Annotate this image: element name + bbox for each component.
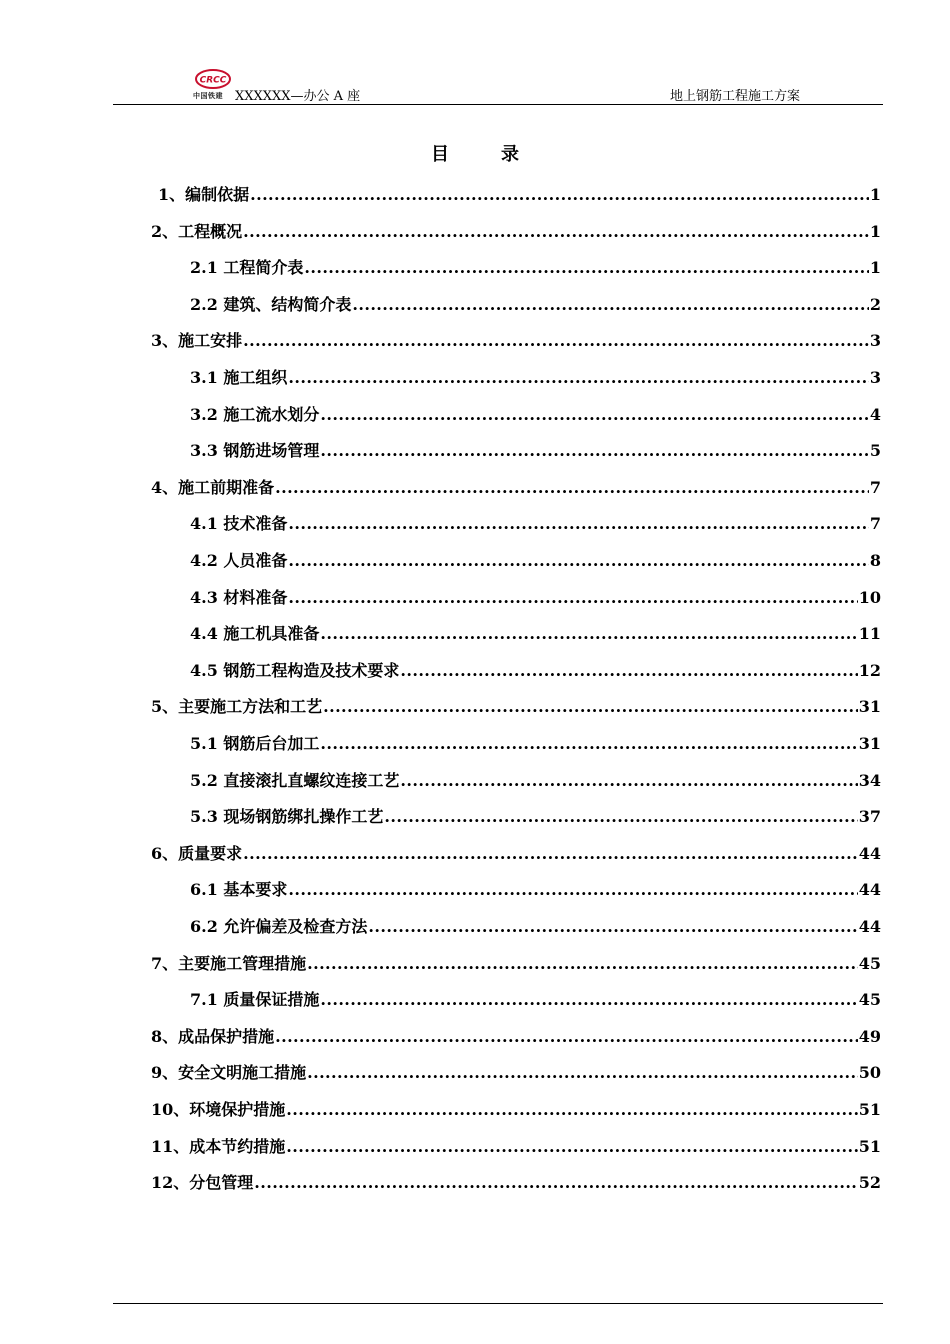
- toc-entry-page: 50: [858, 1063, 881, 1083]
- toc-entry-label: 11、成本节约措施: [151, 1136, 286, 1156]
- logo-mark-text: CRCC: [199, 75, 227, 86]
- toc-entry-page: 45: [858, 953, 881, 973]
- toc-entry[interactable]: [190, 548, 881, 572]
- toc-entry-label: 4.5 钢筋工程构造及技术要求: [190, 660, 400, 680]
- toc-entry-label: 5.3 现场钢筋绑扎操作工艺: [190, 807, 384, 827]
- toc-leader-dots: [323, 697, 858, 716]
- toc-entry-page: 31: [858, 697, 881, 717]
- toc-entry[interactable]: [190, 877, 881, 901]
- toc-entry-label: 3.1 施工组织: [190, 368, 288, 387]
- toc-entry[interactable]: [151, 1024, 881, 1048]
- toc-leader-dots: [288, 514, 868, 533]
- toc-entry-label: 6、质量要求: [151, 843, 243, 863]
- toc-entry[interactable]: [151, 1060, 881, 1084]
- toc-entry-page: 44: [858, 880, 881, 900]
- toc-entry-label: 3.3 钢筋进场管理: [190, 441, 320, 461]
- toc-entry-page: 49: [858, 1026, 881, 1046]
- toc-entry-page: 34: [858, 770, 881, 790]
- footer-divider: [113, 1303, 883, 1304]
- toc-entry[interactable]: [190, 914, 881, 938]
- toc-entry-label: 10、环境保护措施: [151, 1100, 286, 1119]
- toc-leader-dots: [288, 551, 868, 570]
- toc-entry-page: 1: [869, 258, 881, 278]
- toc-entry-label: 6.1 基本要求: [190, 880, 288, 900]
- toc-entry-label: 4.2 人员准备: [190, 551, 288, 570]
- toc-entry-page: 44: [858, 917, 881, 936]
- header-project-name: XXXXXX—办公 A 座: [235, 89, 361, 104]
- toc-entry[interactable]: [151, 475, 881, 499]
- toc-entry-label: 12、分包管理: [151, 1173, 254, 1193]
- toc-entry-page: 5: [869, 441, 881, 461]
- toc-leader-dots: [286, 1137, 857, 1156]
- toc-leader-dots: [368, 917, 857, 936]
- toc-entry[interactable]: [151, 219, 881, 243]
- header-document-title: 地上钢筋工程施工方案: [669, 89, 800, 104]
- toc-entry-label: 7、主要施工管理措施: [151, 953, 307, 973]
- crcc-logo-icon: [195, 68, 231, 90]
- toc-leader-dots: [320, 624, 857, 643]
- toc-leader-dots: [400, 661, 857, 680]
- toc-leader-dots: [286, 1100, 857, 1119]
- toc-entry[interactable]: [151, 1170, 881, 1194]
- toc-leader-dots: [243, 331, 869, 350]
- toc-entry-label: 2.1 工程简介表: [190, 258, 304, 278]
- toc-entry-label: 3.2 施工流水划分: [190, 404, 320, 424]
- toc-entry-page: 4: [869, 404, 881, 424]
- toc-entry[interactable]: [151, 1097, 881, 1121]
- toc-entry-page: 7: [869, 477, 881, 497]
- toc-entry-page: 12: [858, 660, 881, 680]
- toc-entry[interactable]: [190, 255, 881, 279]
- toc-entry-label: 7.1 质量保证措施: [190, 990, 320, 1010]
- toc-leader-dots: [288, 588, 857, 607]
- toc-leader-dots: [243, 844, 858, 863]
- toc-entry-label: 1、编制依据: [158, 185, 250, 204]
- toc-entry-label: 9、安全文明施工措施: [151, 1063, 307, 1083]
- toc-entry[interactable]: [190, 768, 881, 792]
- toc-entry[interactable]: [151, 694, 881, 718]
- page-header: [113, 66, 883, 105]
- toc-entry[interactable]: [190, 365, 881, 389]
- toc-leader-dots: [288, 368, 868, 387]
- toc-entry-page: 10: [858, 587, 881, 607]
- toc-leader-dots: [243, 222, 869, 241]
- toc-entry-label: 4.1 技术准备: [190, 514, 288, 534]
- toc-entry[interactable]: [190, 585, 881, 609]
- toc-entry-page: 8: [869, 551, 881, 570]
- toc-entry-page: 1: [869, 221, 881, 241]
- toc-entry-label: 2.2 建筑、结构简介表: [190, 294, 352, 314]
- toc-entry-label: 4.3 材料准备: [190, 587, 288, 607]
- logo-text: 中国铁建: [193, 92, 223, 100]
- toc-leader-dots: [250, 185, 869, 204]
- toc-entry[interactable]: [190, 402, 881, 426]
- toc-entry-label: 8、成品保护措施: [151, 1026, 275, 1046]
- toc-entry[interactable]: [190, 987, 881, 1011]
- toc-entry-page: 7: [869, 514, 881, 534]
- toc-entry-label: 3、施工安排: [151, 331, 243, 351]
- toc-entry-page: 37: [858, 807, 881, 827]
- toc-leader-dots: [307, 954, 858, 973]
- toc-entry[interactable]: [190, 658, 881, 682]
- toc-leader-dots: [307, 1063, 858, 1082]
- toc-entry-page: 44: [858, 843, 881, 863]
- toc-entry-label: 5.2 直接滚扎直螺纹连接工艺: [190, 770, 400, 790]
- toc-entry-page: 1: [869, 185, 881, 204]
- toc-entry[interactable]: [190, 511, 881, 535]
- toc-entry[interactable]: [190, 621, 881, 645]
- toc-entry[interactable]: [151, 841, 881, 865]
- toc-leader-dots: [275, 1027, 858, 1046]
- toc-entry-page: 3: [869, 331, 881, 351]
- toc-leader-dots: [254, 1173, 857, 1192]
- toc-entry-page: 2: [869, 294, 881, 314]
- toc-leader-dots: [320, 441, 868, 460]
- toc-entry-page: 31: [858, 734, 881, 753]
- toc-entry-page: 11: [858, 624, 881, 644]
- toc-entry-label: 5、主要施工方法和工艺: [151, 697, 323, 717]
- toc-leader-dots: [352, 295, 868, 314]
- toc-entry-label: 6.2 允许偏差及检查方法: [190, 917, 368, 936]
- toc-leader-dots: [275, 478, 869, 497]
- toc-leader-dots: [320, 405, 868, 424]
- toc-entry[interactable]: [151, 951, 881, 975]
- toc-entry-page: 3: [869, 368, 881, 387]
- toc-entry[interactable]: [151, 1134, 881, 1158]
- toc-leader-dots: [320, 990, 857, 1009]
- company-logo: [193, 68, 233, 102]
- toc-entry[interactable]: [158, 182, 881, 206]
- toc-leader-dots: [288, 880, 857, 899]
- toc-entry-page: 45: [858, 990, 881, 1010]
- toc-entry-page: 51: [858, 1136, 881, 1156]
- toc-leader-dots: [384, 807, 857, 826]
- toc-entry-label: 4、施工前期准备: [151, 477, 275, 497]
- toc-entry[interactable]: [190, 731, 881, 755]
- toc-title: 目录: [431, 144, 571, 165]
- toc-entry[interactable]: [190, 804, 881, 828]
- toc-entry-page: 51: [858, 1100, 881, 1119]
- toc-entry[interactable]: [190, 292, 881, 316]
- toc-entry-label: 4.4 施工机具准备: [190, 624, 320, 644]
- toc-entry[interactable]: [151, 328, 881, 352]
- toc-entry-page: 52: [858, 1173, 881, 1193]
- toc-entry-label: 5.1 钢筋后台加工: [190, 734, 320, 753]
- toc-entry-label: 2、工程概况: [151, 221, 243, 241]
- toc-leader-dots: [304, 258, 868, 277]
- toc-leader-dots: [400, 771, 857, 790]
- toc-entry[interactable]: [190, 438, 881, 462]
- toc-leader-dots: [320, 734, 857, 753]
